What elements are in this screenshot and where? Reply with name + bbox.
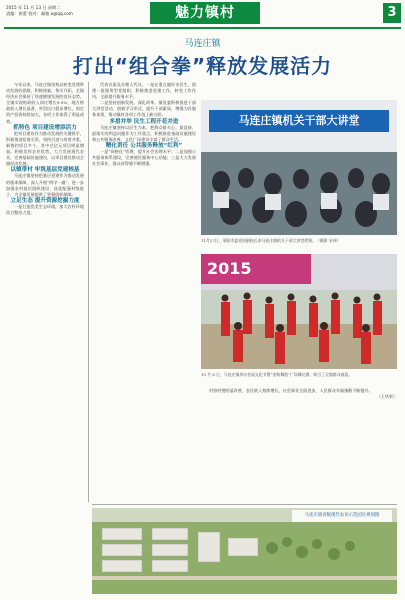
header-editor: 责编：崔蕾 校对：邮箱 a@qq.com bbox=[6, 11, 73, 16]
article-column-1 bbox=[6, 82, 84, 586]
festival-banner: 2015 bbox=[207, 259, 252, 278]
article-column-2 bbox=[92, 82, 196, 502]
subhead-party-building: 以镇带村 牢筑基层党建根基 bbox=[10, 167, 80, 174]
subhead-ecology: 立足生态 提升资源挖掘力度 bbox=[10, 197, 80, 204]
column3-text: 村容村貌明显改善，农民收入持续增长，社会事业全面进步，人民群众幸福指数不断提升。 bbox=[209, 388, 373, 393]
column2-text-2: 二是坚持创新发展，深化改革。镇党委积极推进干部大讲堂活动，创新学习形式，提升干部素质，增强为民服务本领，推动镇村各项工作再上新台阶。 bbox=[92, 100, 196, 118]
dance-photo-caption: 10 月 6 日，马连庄镇举办首届文化节暨“金秋舞韵”广场舞比赛，吸引了全镇群众观看。 bbox=[201, 372, 353, 377]
column2-text-4: 一是“网格化”管理，提升社会治理水平；二是加强公共服务体系建设，完善便民服务中心功能；三是大力发展社会事业，群众获得感不断增强。 bbox=[92, 149, 196, 167]
aerial-rendering-photo bbox=[92, 508, 397, 594]
subhead-livelihood: 多措并举 民生工程开花并进 bbox=[109, 118, 179, 125]
column1-party-text: 马连庄镇坚持把基层党建作为推动发展的根本保障，深入开展“两学一做”，进一步加强农村基层组织建设，选优配强村级班子，为全镇发展提供了坚强组织保障。 bbox=[6, 173, 84, 197]
column1-intro: 今年以来，马连庄镇坚持以转变党建带动发展的思路，积极探索，务实开拓，全镇经济社会保持了快速健康发展的良好态势。全镇实现财政收入同比增长9.5%，地方财政收入增长显著，外贸出口稳步增长，固定资产投资持续加大，各项工作取得了明显成效。 bbox=[6, 82, 84, 124]
header-date: 2015 年 11 月 13 日 星期二 bbox=[6, 5, 61, 10]
subhead-public-service: 精化责任 公共服务释放“红利” bbox=[105, 142, 183, 149]
page-number: 3 bbox=[383, 3, 401, 23]
column1-ecology-text: 一是打造优美生态环境，加大农村环境综合整治力度。 bbox=[6, 203, 84, 215]
header-date-block bbox=[6, 5, 73, 17]
aerial-caption: 马连庄镇省级现代农业示范园区规划图 bbox=[304, 513, 380, 518]
article-kicker: 马连庄镇 bbox=[184, 39, 221, 49]
column-divider bbox=[88, 82, 89, 502]
lecture-hall-photo bbox=[201, 100, 397, 235]
page-header bbox=[0, 0, 405, 30]
article-headline: 打出“组合拳”释放发展活力 bbox=[72, 54, 333, 78]
section-title: 魅力镇村 bbox=[150, 2, 260, 24]
bottom-rule bbox=[92, 504, 397, 505]
header-rule bbox=[4, 27, 401, 29]
article-column-3 bbox=[201, 388, 397, 498]
subhead-projects: 抓特色 项目建设增添活力 bbox=[13, 124, 77, 131]
column2-text-3: 马连庄镇坚持以民生为本，把群众最关心、最直接、最现实的利益问题作为工作重点，积极推进基础设施建设和公共服务改善，文化广场建设丰富了群众生活。 bbox=[92, 124, 196, 142]
dance-performance-photo bbox=[201, 254, 397, 369]
lecture-photo-caption: 11月27日，莱阳市委党校副校长来马连庄镇机关干部大讲堂授课。（摄影 宋伟） bbox=[201, 238, 341, 243]
article-byline: （王华荣） bbox=[376, 394, 397, 400]
column2-text-1: 代表议案及办理人代议。一是在重点做好亲民生，创建一批服务型党组织，积极推进党建工作，转变工作作风，全面提升服务水平。 bbox=[92, 82, 196, 100]
column1-projects-text: 把项目建设作为推动发展的关键抓手，积极推进招商引资，坚持引进与培育并重，新签约项目多个，其中过亿元项目明显增加。积极发挥农业优势，大力发展现代农业，完善基础设施建设，以项目建设推动全镇经济发展。 bbox=[6, 130, 84, 167]
lecture-banner: 马连庄镇机关干部大讲堂 bbox=[238, 114, 360, 127]
